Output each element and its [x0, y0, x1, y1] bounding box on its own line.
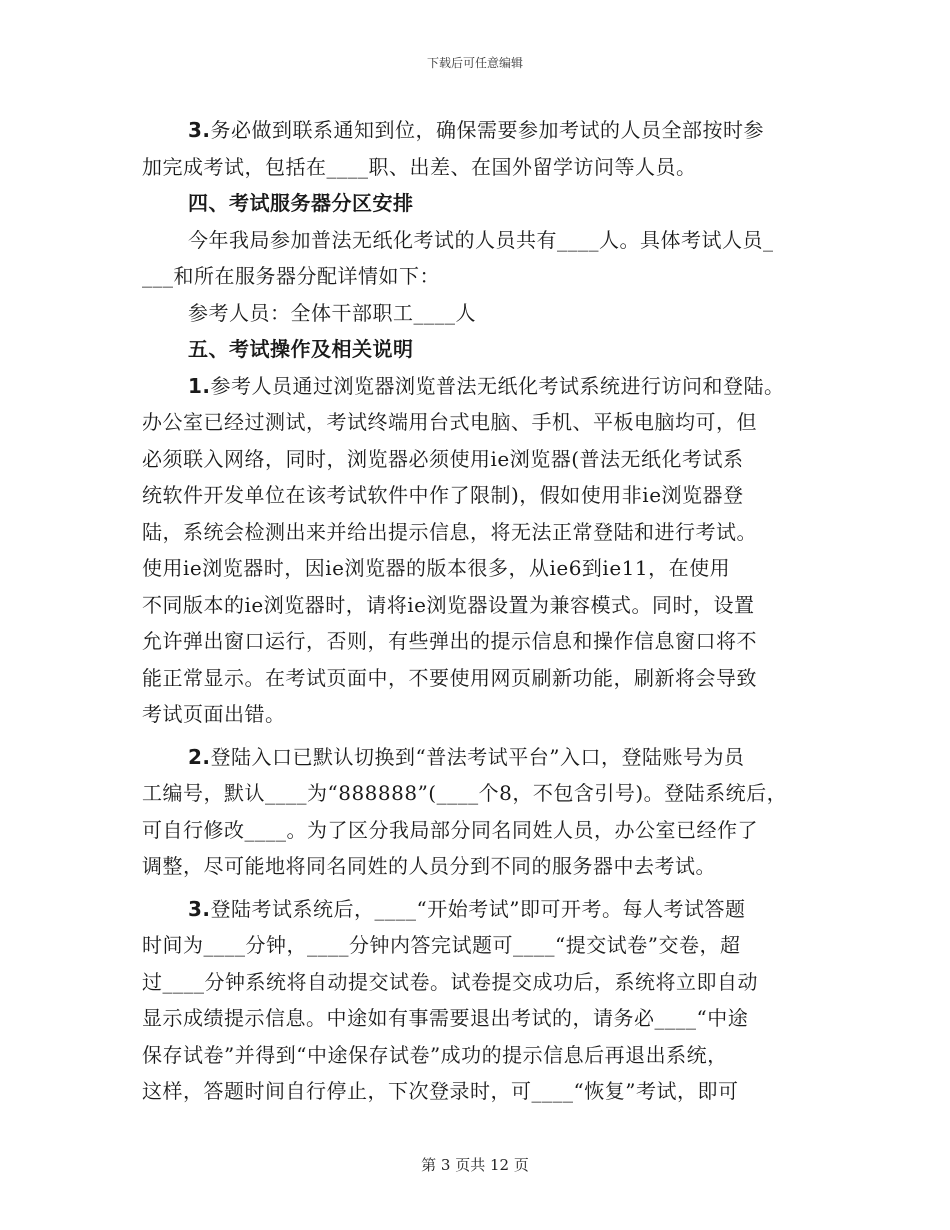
paragraph-line: 2.登陆入口已默认切换到“普法考试平台”入口，登陆账号为员	[188, 744, 745, 769]
paragraph-line: 参考人员：全体干部职工____人	[188, 300, 476, 325]
paragraph-line: 允许弹出窗口运行，否则，有些弹出的提示信息和操作信息窗口将不	[142, 629, 757, 653]
item-number: 1.	[188, 373, 211, 398]
paragraph-line: 可自行修改____。为了区分我局部分同名同姓人员，办公室已经作了	[142, 817, 758, 842]
paragraph-line: 工编号，默认____为“888888”(____个8，不包含引号)。登陆系统后，	[142, 781, 788, 805]
document-body	[142, 112, 822, 1110]
header-note: 下载后可任意编辑	[426, 56, 523, 70]
paragraph-line: 统软件开发单位在该考试软件中作了限制)，假如使用非ie浏览器登	[142, 483, 744, 507]
paragraph-line: 这样，答题时间自行停止，下次登录时，可____“恢复”考试，即可	[142, 1079, 739, 1103]
paragraph-line: 过____分钟系统将自动提交试卷。试卷提交成功后，系统将立即自动	[142, 969, 758, 994]
item-number: 3.	[188, 896, 211, 921]
section-heading: 五、考试操作及相关说明	[188, 337, 414, 361]
paragraph-line: 使用ie浏览器时，因ie浏览器的版本很多，从ie6到ie11，在使用	[142, 556, 731, 580]
paragraph-line: 考试页面出错。	[142, 702, 286, 726]
paragraph-line: 陆，系统会检测出来并给出提示信息，将无法正常登陆和进行考试。	[142, 519, 757, 544]
paragraph-line: 调整，尽可能地将同名同姓的人员分到不同的服务器中去考试。	[142, 854, 716, 878]
paragraph-line: 1.参考人员通过浏览器浏览普法无纸化考试系统进行访问和登陆。	[188, 373, 785, 398]
paragraph-line: 3.登陆考试系统后，____“开始考试”即可开考。每人考试答题	[188, 896, 746, 921]
paragraph-line: 今年我局参加普法无纸化考试的人员共有____人。具体考试人员_	[188, 227, 774, 252]
paragraph-line: 加完成考试，包括在____职、出差、在国外留学访问等人员。	[142, 154, 697, 179]
page-footer: 第 3 页共 12 页	[421, 1156, 529, 1174]
paragraph-line: 3.务必做到联系通知到位，确保需要参加考试的人员全部按时参	[188, 118, 765, 142]
item-number: 3.	[188, 118, 211, 142]
paragraph-line: 能正常显示。在考试页面中，不要使用网页刷新功能，刷新将会导致	[142, 665, 757, 690]
paragraph-line: ___和所在服务器分配详情如下：	[142, 264, 440, 288]
paragraph-line: 必须联入网络，同时，浏览器必须使用ie浏览器(普法无纸化考试系	[142, 446, 744, 471]
paragraph-line: 办公室已经过测试，考试终端用台式电脑、手机、平板电脑均可，但	[142, 410, 757, 434]
paragraph-line: 不同版本的ie浏览器时，请将ie浏览器设置为兼容模式。同时，设置	[142, 592, 755, 617]
paragraph-line: 时间为____分钟，____分钟内答完试题可____“提交试卷”交卷，超	[142, 933, 741, 957]
paragraph-line: 显示成绩提示信息。中途如有事需要退出考试的，请务必____“中途	[142, 1006, 749, 1030]
paragraph-line: 保存试卷”并得到“中途保存试卷”成功的提示信息后再退出系统，	[142, 1042, 728, 1067]
section-heading: 四、考试服务器分区安排	[188, 191, 414, 215]
item-number: 2.	[188, 744, 211, 769]
